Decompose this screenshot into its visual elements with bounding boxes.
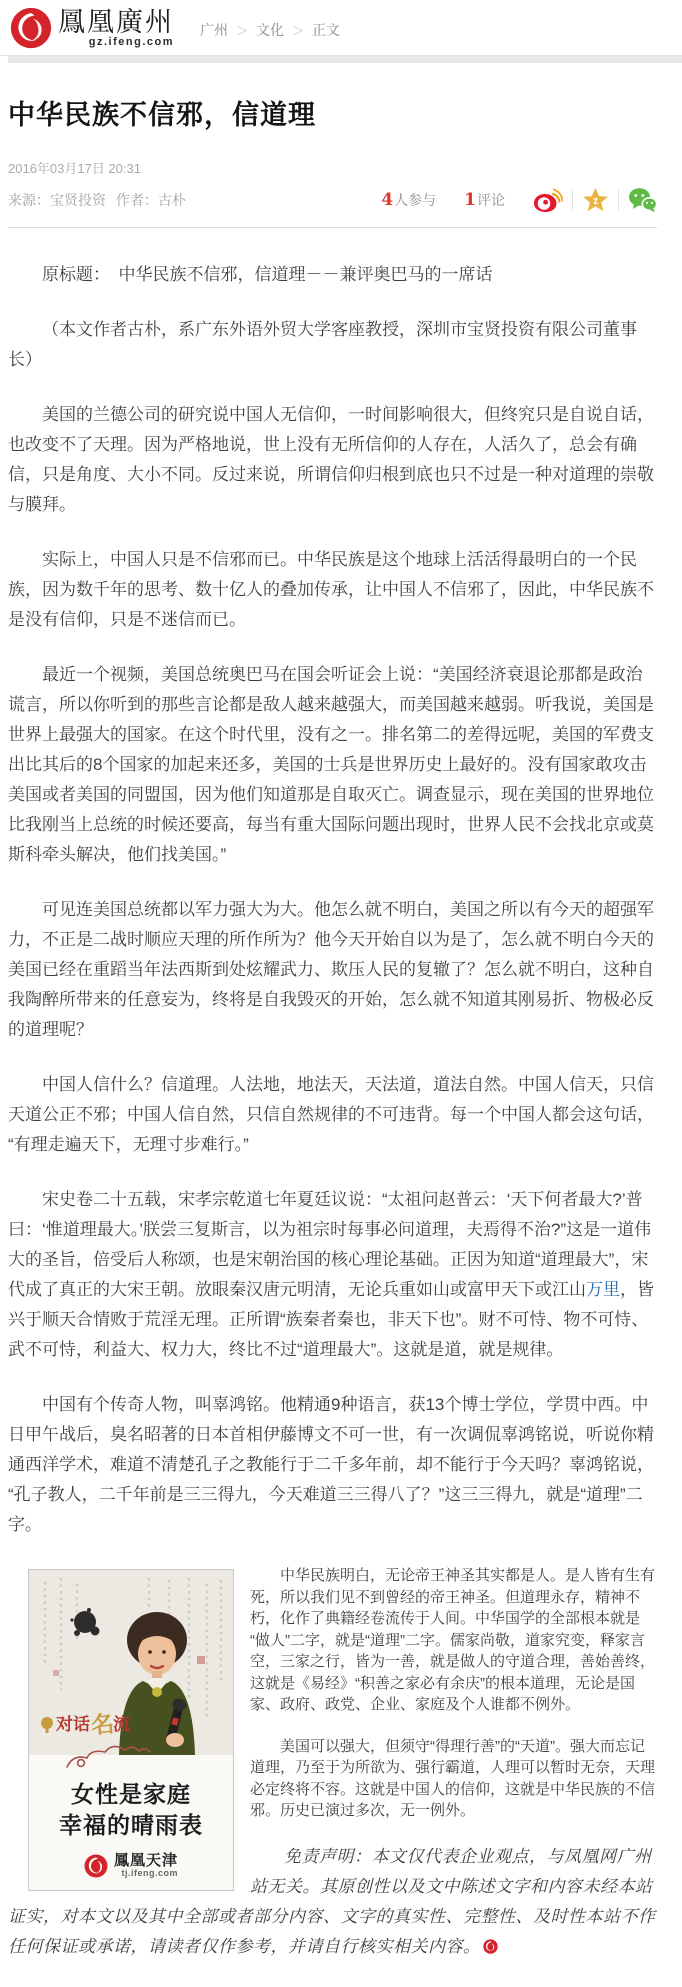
site-header [0, 0, 682, 56]
icon-divider [572, 190, 573, 210]
promo-tianjin-logo [29, 1843, 233, 1890]
paragraph-text: 宋史卷二十五载，宋孝宗乾道七年夏廷议说：“太祖问赵普云：‘天下何者最大?’普曰：‘惟道理最大。’朕尝三复斯言，以为祖宗时每事必问道理，夫焉得不治?”这是一道伟大的圣旨，倍受后人称颂，也是宋朝治国的核心理论基础。正因为知道“道理最大”，宋代成了真正的大宋王朝。放眼秦汉唐元明清，无论兵重如山或富甲天下或江山 [8, 1190, 652, 1299]
qzone-star-icon [582, 187, 609, 213]
meta-row [8, 187, 657, 228]
comments-label: 评论 [477, 192, 505, 208]
weibo-share-button[interactable] [533, 187, 563, 213]
site-name: 鳳凰廣州 [58, 6, 174, 38]
image-text-section [8, 1565, 657, 1878]
phoenix-end-mark-icon [483, 1939, 498, 1954]
article-paragraph: 可见连美国总统都以军力强大为大。他怎么就不明白，美国之所以有今天的超强军力，不正是二战时顺应天理的所作所为？他今天开始自以为是了，怎么就不明白今天的美国已经在重蹈当年法西斯到处炫耀武力、欺压人民的复辙了？怎么就不明白，这种自我陶醉所带来的任意妄为，终将是自我毁灭的开始，怎么就不知道其刚易折、物极必反的道理呢？ [8, 900, 654, 1039]
chevron-separator-icon: ＞ [292, 23, 305, 38]
wechat-share-button[interactable] [628, 187, 657, 213]
article-paragraph: 中国人信什么？信道理。人法地，地法天，天法道，道法自然。中国人信天，只信天道公正不邪；中国人信自然，只信自然规律的不可违背。每一个中国人都会这句话，“有理走遍天下，无理寸步难行。” [8, 1075, 654, 1154]
svg-text:流: 流 [113, 1715, 130, 1734]
promo-image[interactable] [28, 1569, 234, 1891]
breadcrumb-item-channel[interactable]: 文化 [256, 22, 285, 38]
publish-date: 2016年03月17日 20:31 [8, 161, 141, 176]
paragraph-text: ，皆兴于顺天合情败于荒淫无理。正所谓“族秦者秦也，非天下也”。财不可恃、物不可恃、武不可恃，利益大、权力大，终比不过“道理最大”。这就是道，就是规律。 [8, 1280, 654, 1359]
participants-label: 人参与 [394, 192, 437, 208]
article-paragraph: 美国可以强大，但须守“得理行善”的“天道”。强大而忘记道理，乃至于为所欲为、强行霸道，人理可以暂时无奈，天理必定终将不容。这就是中国人的信仰，这就是中华民族的不信邪。历史已演过多次，无一例外。 [250, 1737, 656, 1819]
breadcrumb-item-current: 正文 [312, 22, 341, 38]
page-title: 中华民族不信邪，信道理 [8, 100, 316, 130]
wanli-inline-link[interactable]: 万里 [586, 1280, 620, 1299]
wechat-icon [628, 187, 657, 213]
article-paragraph [8, 1185, 657, 1365]
weibo-icon [533, 187, 563, 213]
site-url: gz.ifeng.com [88, 35, 174, 48]
author-label: 作者：古朴 [115, 192, 186, 208]
phoenix-logo-icon [84, 1854, 108, 1878]
comments-count: 1 [464, 190, 476, 210]
comments-stat[interactable] [464, 190, 505, 210]
qzone-share-button[interactable] [582, 187, 609, 213]
breadcrumb [200, 20, 340, 40]
svg-text:名: 名 [89, 1711, 116, 1739]
article-paragraph: 中华民族明白，无论帝王神圣其实都是人。是人皆有生有死，所以我们见不到曾经的帝王神圣。但道理永存，精神不朽，化作了典籍经卷流传于人间。中华国学的全部根本就是“做人”二字，就是“道理”二字。儒家尚敬，道家究变，释家言空，三家之行，皆为一善，就是做人的守道合理，善始善终，这就是《易经》“积善之家必有余庆”的根本道理，无论是国家、政府、政党、企业、家庭及个人谁都不例外。 [250, 1567, 656, 1713]
promo-caption-line1: 女性是家庭 [71, 1781, 191, 1807]
disclaimer-text: 免责声明：本文仅代表企业观点，与凤凰网广州站无关。其原创性以及文中陈述文字和内容未经本站证实，对本文以及其中全部或者部分内容、文字的真实性、完整性、及时性本站不作任何保证或承诺，请读者仅作参考，并请自行核实相关内容。 [8, 1846, 656, 1957]
participants-stat[interactable] [381, 190, 436, 210]
icon-divider [618, 190, 619, 210]
promo-photo-illustration [29, 1570, 233, 1770]
article-paragraph: 中国有个传奇人物，叫辜鸿铭。他精通9种语言，获13个博士学位，学贯中西。中日甲午战后，臭名昭著的日本首相伊藤博文不可一世，有一次调侃辜鸿铭说，听说你精通西洋学术，难道不清楚孔子之教能行于二千多年前，却不能行于今天吗？辜鸿铭说，“孔子教人，二千年前是三三得九，今天难道三三得八了？”这三三得九，就是“道理”二字。 [8, 1395, 654, 1534]
promo-logo-url: tj.ifeng.com [121, 1868, 178, 1878]
article-page [0, 93, 682, 1962]
promo-logo-name: 鳳凰天津 [113, 1851, 178, 1869]
source-label: 来源：宝贤投资 [8, 192, 106, 208]
article-paragraph: （本文作者古朴，系广东外语外贸大学客座教授，深圳市宝贤投资有限公司董事长） [8, 320, 637, 369]
promo-caption [29, 1775, 233, 1843]
article-paragraph: 原标题： 中华民族不信邪，信道理－－兼评奥巴马的一席话 [42, 265, 493, 284]
phoenix-logo-icon [10, 7, 52, 49]
svg-text:对话: 对话 [56, 1715, 90, 1734]
svg-text:z: z [591, 194, 600, 208]
share-toolbar [533, 187, 657, 213]
header-divider-bar [8, 56, 682, 63]
chevron-separator-icon: ＞ [236, 23, 249, 38]
breadcrumb-item-city[interactable]: 广州 [200, 22, 228, 38]
promo-caption-line2: 幸福的晴雨表 [59, 1812, 203, 1838]
source-author-line [8, 190, 186, 210]
article-body [8, 260, 657, 1962]
site-logo[interactable] [10, 7, 174, 49]
article-paragraph: 最近一个视频，美国总统奥巴马在国会听证会上说：“美国经济衰退论那都是政治谎言，所以你听到的那些言论都是敌人越来越强大，而美国越来越弱。听我说，美国是世界上最强大的国家。在这个时代里，没有之一。排名第二的差得远呢，美国的军费支出比其后的8个国家的加起来还多，美国的士兵是世界历史上最好的。没有国家敢攻击美国或者美国的同盟国，因为他们知道那是自取灭亡。调查显示，现在美国的世界地位比我刚当上总统的时候还要高，每当有重大国际问题出现时，世界人民不会找北京或莫斯科牵头解决，他们找美国。” [8, 665, 654, 864]
participants-count: 4 [381, 190, 394, 210]
article-paragraph: 实际上，中国人只是不信邪而已。中华民族是这个地球上活活得最明白的一个民族，因为数千年的思考、数十亿人的叠加传承，让中国人不信邪了，因此，中华民族不是没有信仰，只是不迷信而已。 [8, 550, 654, 629]
article-paragraph: 美国的兰德公司的研究说中国人无信仰，一时间影响很大，但终究只是自说自话，也改变不了天理。因为严格地说，世上没有无所信仰的人存在，人活久了，总会有确信，只是角度、大小不同。反过来说，所谓信仰归根到底也只不过是一种对道理的崇敬与膜拜。 [8, 405, 654, 514]
